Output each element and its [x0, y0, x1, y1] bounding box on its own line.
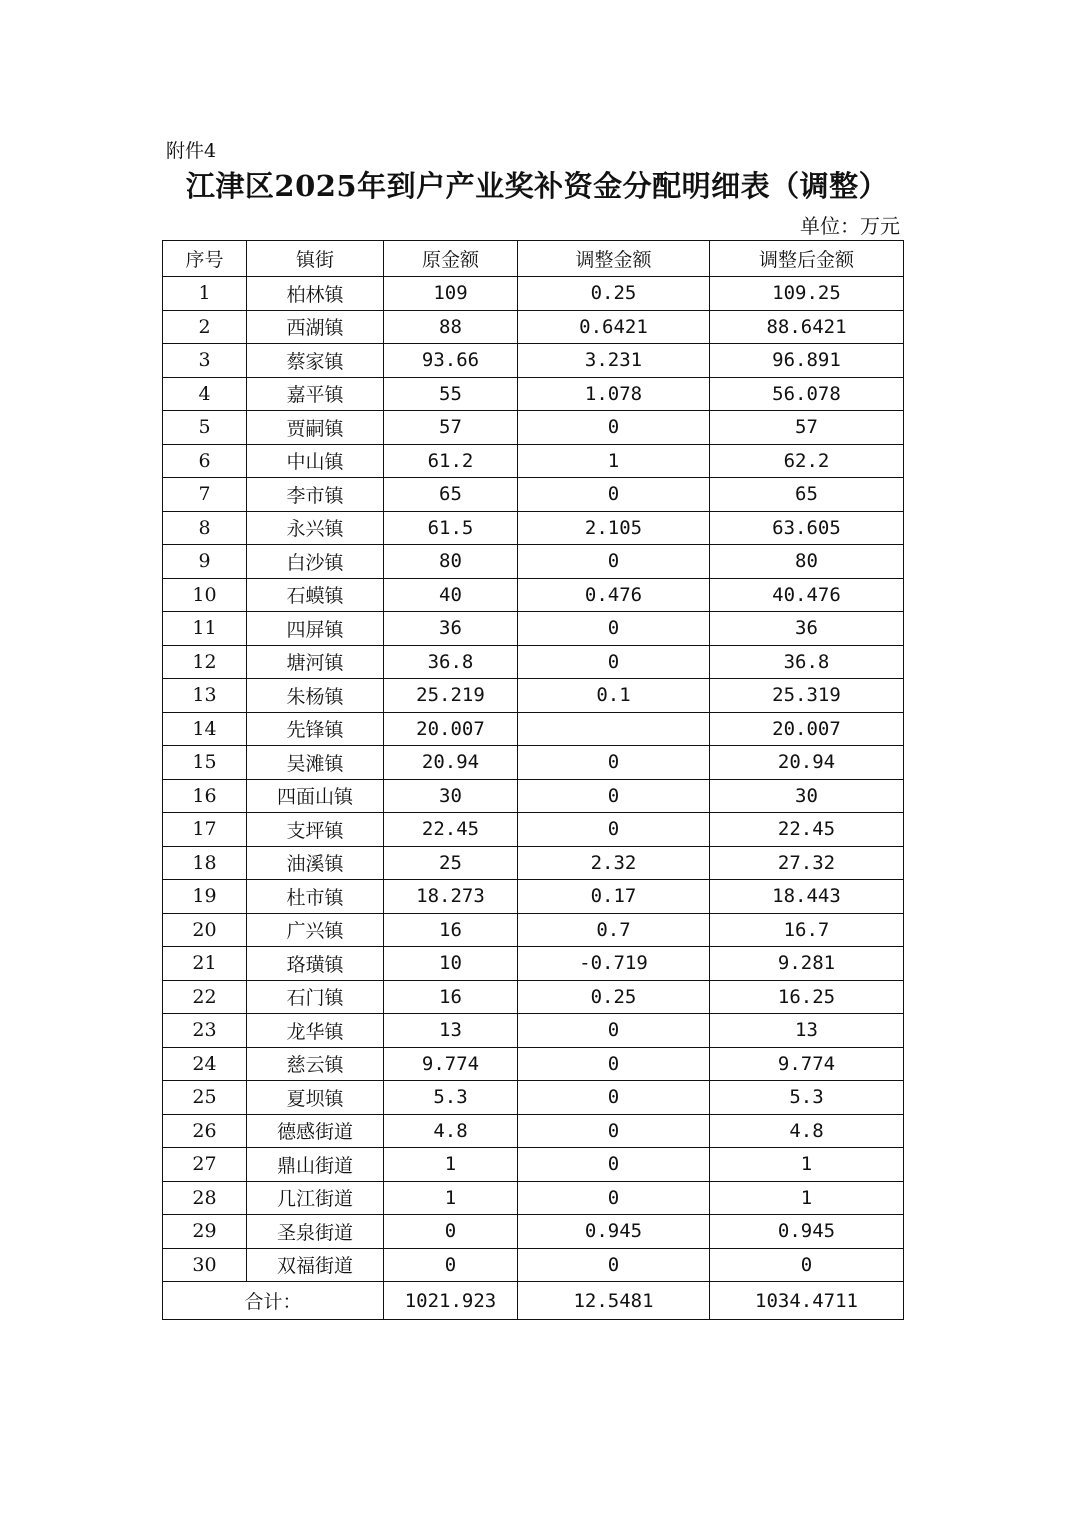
cell-original: 25 — [384, 846, 518, 880]
table-row — [163, 913, 904, 947]
cell-index: 30 — [163, 1248, 247, 1282]
cell-adjustment: 0 — [518, 1081, 710, 1115]
cell-town: 李市镇 — [247, 478, 384, 512]
cell-adjusted: 65 — [710, 478, 904, 512]
cell-original: 9.774 — [384, 1047, 518, 1081]
total-label: 合计： — [163, 1282, 384, 1320]
cell-adjusted: 20.94 — [710, 746, 904, 780]
cell-adjustment: 0 — [518, 813, 710, 847]
cell-index: 18 — [163, 846, 247, 880]
table-row — [163, 813, 904, 847]
cell-adjusted: 16.7 — [710, 913, 904, 947]
table-row — [163, 545, 904, 579]
cell-original: 61.2 — [384, 444, 518, 478]
cell-original: 1 — [384, 1148, 518, 1182]
cell-town: 珞璜镇 — [247, 947, 384, 981]
cell-adjusted: 27.32 — [710, 846, 904, 880]
cell-original: 88 — [384, 310, 518, 344]
cell-town: 龙华镇 — [247, 1014, 384, 1048]
cell-original: 10 — [384, 947, 518, 981]
cell-original: 40 — [384, 578, 518, 612]
table-row — [163, 344, 904, 378]
table-body — [163, 277, 904, 1282]
cell-adjustment: 0 — [518, 1248, 710, 1282]
cell-original: 1 — [384, 1181, 518, 1215]
cell-adjustment: 0 — [518, 746, 710, 780]
cell-adjusted: 0.945 — [710, 1215, 904, 1249]
cell-index: 25 — [163, 1081, 247, 1115]
cell-original: 22.45 — [384, 813, 518, 847]
table-row — [163, 880, 904, 914]
cell-adjustment: 0.476 — [518, 578, 710, 612]
cell-adjusted: 30 — [710, 779, 904, 813]
cell-original: 57 — [384, 411, 518, 445]
table-row — [163, 712, 904, 746]
total-adjustment: 12.5481 — [518, 1282, 710, 1320]
cell-adjustment: 2.105 — [518, 511, 710, 545]
cell-adjustment — [518, 712, 710, 746]
cell-adjustment: 0 — [518, 545, 710, 579]
cell-original: 0 — [384, 1248, 518, 1282]
cell-adjustment: 0.25 — [518, 980, 710, 1014]
cell-original: 80 — [384, 545, 518, 579]
table-row — [163, 277, 904, 311]
header-town: 镇街 — [247, 241, 384, 277]
cell-town: 圣泉街道 — [247, 1215, 384, 1249]
cell-index: 22 — [163, 980, 247, 1014]
cell-adjusted: 20.007 — [710, 712, 904, 746]
cell-adjustment: 0.6421 — [518, 310, 710, 344]
cell-index: 2 — [163, 310, 247, 344]
cell-index: 1 — [163, 277, 247, 311]
cell-town: 夏坝镇 — [247, 1081, 384, 1115]
cell-town: 德感街道 — [247, 1114, 384, 1148]
cell-adjustment: 0 — [518, 478, 710, 512]
cell-adjusted: 80 — [710, 545, 904, 579]
cell-index: 16 — [163, 779, 247, 813]
cell-index: 21 — [163, 947, 247, 981]
cell-adjusted: 16.25 — [710, 980, 904, 1014]
cell-original: 16 — [384, 980, 518, 1014]
cell-index: 9 — [163, 545, 247, 579]
cell-adjusted: 1 — [710, 1181, 904, 1215]
cell-original: 109 — [384, 277, 518, 311]
cell-original: 30 — [384, 779, 518, 813]
total-original: 1021.923 — [384, 1282, 518, 1320]
cell-adjusted: 88.6421 — [710, 310, 904, 344]
cell-original: 36.8 — [384, 645, 518, 679]
cell-index: 12 — [163, 645, 247, 679]
cell-adjustment: 0.17 — [518, 880, 710, 914]
cell-adjusted: 109.25 — [710, 277, 904, 311]
table-row — [163, 1047, 904, 1081]
cell-adjustment: 2.32 — [518, 846, 710, 880]
cell-adjustment: 0.945 — [518, 1215, 710, 1249]
cell-town: 嘉平镇 — [247, 377, 384, 411]
cell-adjustment: 0 — [518, 645, 710, 679]
cell-adjustment: 0 — [518, 1014, 710, 1048]
cell-adjusted: 1 — [710, 1148, 904, 1182]
cell-adjusted: 13 — [710, 1014, 904, 1048]
cell-town: 油溪镇 — [247, 846, 384, 880]
table-row — [163, 444, 904, 478]
cell-town: 永兴镇 — [247, 511, 384, 545]
cell-original: 4.8 — [384, 1114, 518, 1148]
cell-adjusted: 96.891 — [710, 344, 904, 378]
cell-adjusted: 57 — [710, 411, 904, 445]
cell-index: 4 — [163, 377, 247, 411]
header-row — [163, 241, 904, 277]
cell-index: 5 — [163, 411, 247, 445]
cell-town: 朱杨镇 — [247, 679, 384, 713]
header-original-amount: 原金额 — [384, 241, 518, 277]
cell-index: 29 — [163, 1215, 247, 1249]
cell-adjusted: 0 — [710, 1248, 904, 1282]
table-row — [163, 746, 904, 780]
cell-adjustment: 0 — [518, 1047, 710, 1081]
cell-index: 23 — [163, 1014, 247, 1048]
cell-index: 8 — [163, 511, 247, 545]
cell-town: 四面山镇 — [247, 779, 384, 813]
cell-town: 石蟆镇 — [247, 578, 384, 612]
header-index: 序号 — [163, 241, 247, 277]
cell-adjusted: 5.3 — [710, 1081, 904, 1115]
table-row — [163, 947, 904, 981]
allocation-table — [162, 240, 904, 1320]
cell-original: 0 — [384, 1215, 518, 1249]
cell-original: 25.219 — [384, 679, 518, 713]
cell-adjustment: 0.25 — [518, 277, 710, 311]
cell-adjusted: 9.281 — [710, 947, 904, 981]
cell-town: 柏林镇 — [247, 277, 384, 311]
cell-town: 广兴镇 — [247, 913, 384, 947]
cell-index: 27 — [163, 1148, 247, 1182]
total-row — [163, 1282, 904, 1320]
cell-index: 3 — [163, 344, 247, 378]
header-adjusted-amount: 调整后金额 — [710, 241, 904, 277]
cell-town: 贾嗣镇 — [247, 411, 384, 445]
table-row — [163, 1081, 904, 1115]
cell-adjusted: 40.476 — [710, 578, 904, 612]
table-row — [163, 1014, 904, 1048]
cell-original: 16 — [384, 913, 518, 947]
table-row — [163, 980, 904, 1014]
cell-original: 20.007 — [384, 712, 518, 746]
cell-adjusted: 22.45 — [710, 813, 904, 847]
table-row — [163, 846, 904, 880]
cell-adjustment: 0 — [518, 1181, 710, 1215]
cell-original: 18.273 — [384, 880, 518, 914]
cell-adjustment: 0.1 — [518, 679, 710, 713]
cell-adjustment: 0.7 — [518, 913, 710, 947]
cell-index: 11 — [163, 612, 247, 646]
cell-original: 5.3 — [384, 1081, 518, 1115]
cell-index: 15 — [163, 746, 247, 780]
cell-original: 13 — [384, 1014, 518, 1048]
cell-adjustment: 1.078 — [518, 377, 710, 411]
cell-town: 西湖镇 — [247, 310, 384, 344]
cell-adjusted: 62.2 — [710, 444, 904, 478]
cell-index: 19 — [163, 880, 247, 914]
table-row — [163, 578, 904, 612]
table-row — [163, 511, 904, 545]
cell-town: 白沙镇 — [247, 545, 384, 579]
cell-original: 65 — [384, 478, 518, 512]
cell-adjustment: 0 — [518, 411, 710, 445]
cell-town: 石门镇 — [247, 980, 384, 1014]
cell-town: 中山镇 — [247, 444, 384, 478]
cell-adjustment: 0 — [518, 612, 710, 646]
cell-index: 7 — [163, 478, 247, 512]
cell-town: 塘河镇 — [247, 645, 384, 679]
table-row — [163, 1181, 904, 1215]
cell-town: 吴滩镇 — [247, 746, 384, 780]
cell-adjusted: 9.774 — [710, 1047, 904, 1081]
cell-index: 20 — [163, 913, 247, 947]
cell-adjusted: 36 — [710, 612, 904, 646]
attachment-label: 附件4 — [166, 140, 217, 162]
cell-town: 四屏镇 — [247, 612, 384, 646]
cell-town: 支坪镇 — [247, 813, 384, 847]
cell-adjustment: 0 — [518, 1148, 710, 1182]
total-adjusted: 1034.4711 — [710, 1282, 904, 1320]
cell-adjusted: 18.443 — [710, 880, 904, 914]
cell-index: 10 — [163, 578, 247, 612]
cell-original: 61.5 — [384, 511, 518, 545]
cell-adjusted: 25.319 — [710, 679, 904, 713]
table-row — [163, 1114, 904, 1148]
cell-index: 14 — [163, 712, 247, 746]
cell-index: 6 — [163, 444, 247, 478]
cell-index: 17 — [163, 813, 247, 847]
cell-index: 24 — [163, 1047, 247, 1081]
cell-town: 鼎山街道 — [247, 1148, 384, 1182]
cell-adjusted: 36.8 — [710, 645, 904, 679]
cell-adjustment: 0 — [518, 779, 710, 813]
table-row — [163, 1248, 904, 1282]
cell-adjustment: 3.231 — [518, 344, 710, 378]
table-row — [163, 645, 904, 679]
table-row — [163, 377, 904, 411]
cell-original: 20.94 — [384, 746, 518, 780]
cell-adjustment: 0 — [518, 1114, 710, 1148]
cell-original: 36 — [384, 612, 518, 646]
cell-adjusted: 56.078 — [710, 377, 904, 411]
cell-town: 慈云镇 — [247, 1047, 384, 1081]
cell-index: 28 — [163, 1181, 247, 1215]
table-row — [163, 679, 904, 713]
cell-index: 26 — [163, 1114, 247, 1148]
cell-original: 55 — [384, 377, 518, 411]
cell-town: 几江街道 — [247, 1181, 384, 1215]
cell-adjusted: 4.8 — [710, 1114, 904, 1148]
cell-town: 蔡家镇 — [247, 344, 384, 378]
table-row — [163, 478, 904, 512]
table-row — [163, 612, 904, 646]
cell-index: 13 — [163, 679, 247, 713]
table-row — [163, 1148, 904, 1182]
table-row — [163, 779, 904, 813]
table-row — [163, 411, 904, 445]
cell-adjustment: -0.719 — [518, 947, 710, 981]
unit-label: 单位：万元 — [800, 214, 900, 238]
table-row — [163, 1215, 904, 1249]
document-title: 江津区2025年到户产业奖补资金分配明细表（调整） — [185, 169, 889, 203]
cell-town: 杜市镇 — [247, 880, 384, 914]
cell-adjustment: 1 — [518, 444, 710, 478]
cell-adjusted: 63.605 — [710, 511, 904, 545]
header-adjustment-amount: 调整金额 — [518, 241, 710, 277]
cell-town: 双福街道 — [247, 1248, 384, 1282]
table-row — [163, 310, 904, 344]
cell-original: 93.66 — [384, 344, 518, 378]
cell-town: 先锋镇 — [247, 712, 384, 746]
